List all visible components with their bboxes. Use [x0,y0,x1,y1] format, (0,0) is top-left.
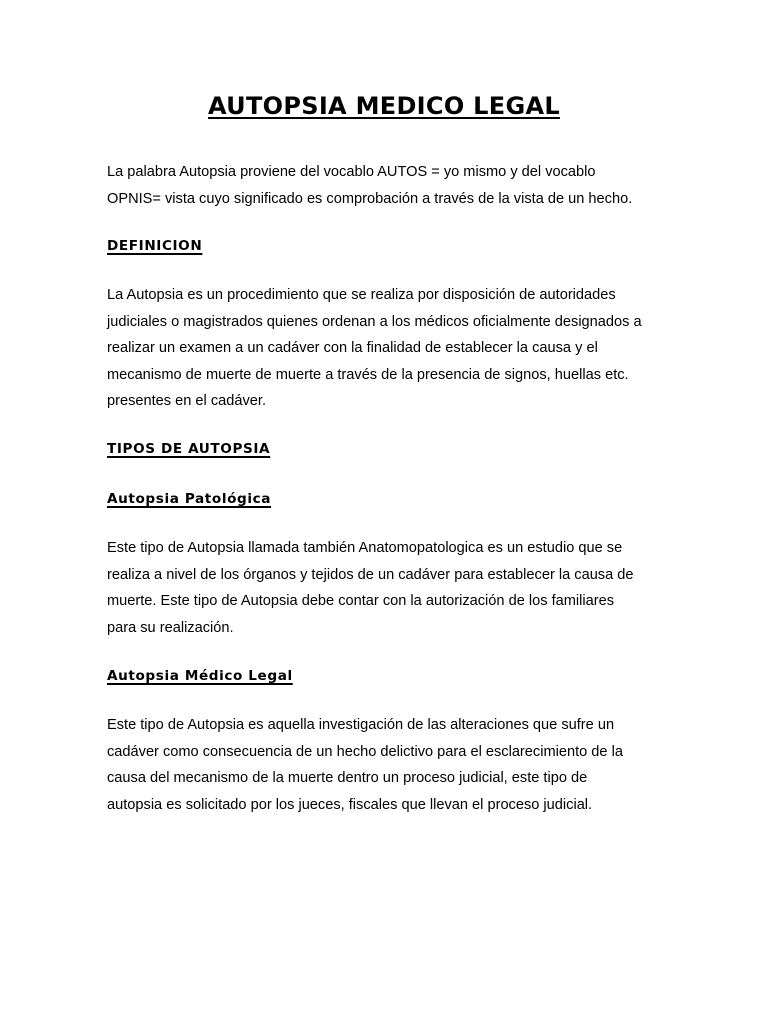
medico-legal-line: causa del mecanismo de la muerte dentro un proceso judicial, este tipo de [107,770,588,786]
definicion-line: La Autopsia es un procedimiento que se realiza por disposición de autoridades [107,287,616,303]
definicion-line: realizar un examen a un cadáver con la finalidad de establecer la causa y el [107,340,598,356]
intro-line: La palabra Autopsia proviene del vocablo AUTOS = yo mismo y del vocablo [107,164,596,180]
patologica-line: muerte. Este tipo de Autopsia debe contar con la autorización de los familiares [107,593,615,609]
definicion-line: judiciales o magistrados quienes ordenan a los médicos oficialmente designados a [107,313,642,330]
medico-legal-paragraph [107,712,677,818]
medico-legal-heading: Autopsia Médico Legal [107,668,293,684]
definicion-paragraph [107,282,677,415]
patologica-paragraph [107,535,677,641]
medico-legal-line: autopsia es solicitado por los jueces, fiscales que llevan el proceso judicial. [107,796,593,813]
intro-paragraph [107,159,677,212]
medico-legal-line: Este tipo de Autopsia es aquella investigación de las alteraciones que sufre un [107,717,615,733]
document-title: AUTOPSIA MEDICO LEGAL [208,92,560,120]
patologica-line: Este tipo de Autopsia llamada también Anatomopatologica es un estudio que se [107,540,623,556]
definicion-line: presentes en el cadáver. [107,393,267,409]
patologica-line: para su realización. [107,619,234,636]
tipos-heading: TIPOS DE AUTOPSIA [107,441,271,457]
intro-line: OPNIS= vista cuyo significado es comprobación a través de la vista de un hecho. [107,190,633,207]
medico-legal-line: cadáver como consecuencia de un hecho delictivo para el esclarecimiento de la [107,743,623,760]
definicion-heading: DEFINICION [107,238,203,254]
definicion-line: mecanismo de muerte de muerte a través de la presencia de signos, huellas etc. [107,366,629,383]
patologica-line: realiza a nivel de los órganos y tejidos de un cadáver para establecer la causa de [107,566,634,583]
patologica-heading: Autopsia Patológica [107,491,272,507]
